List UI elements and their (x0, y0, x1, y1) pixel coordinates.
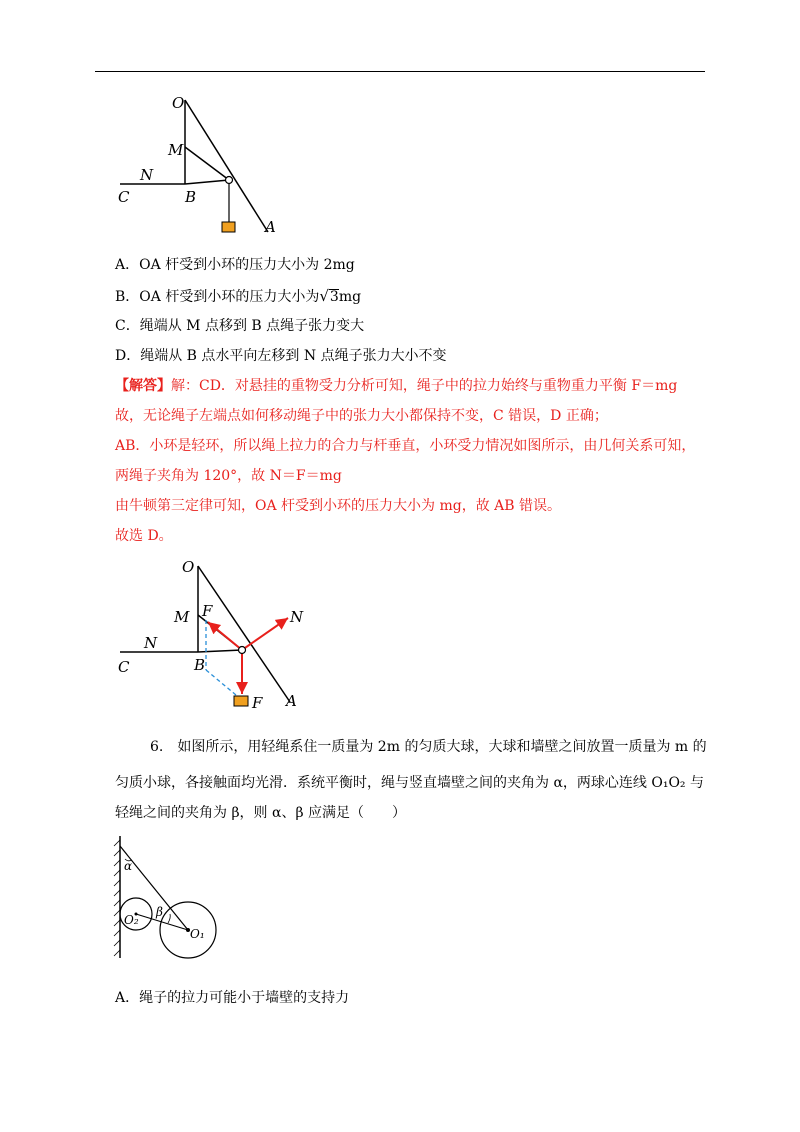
label2-A: A (286, 692, 297, 710)
question-6-line-3: 轻绳之间的夹角为 β，则 α、β 应满足（ ） (115, 805, 406, 821)
question-6-line-1: 6. 如图所示，用轻绳系住一质量为 2m 的匀质大球，大球和墙壁之间放置一质量为 m 的 (150, 739, 707, 755)
label-A: A (265, 218, 276, 236)
header-rule (95, 71, 705, 72)
label-O2: O₂ (124, 913, 139, 927)
option-b (115, 286, 361, 307)
label2-M: M (174, 608, 190, 626)
label2-F-top: F (202, 602, 213, 620)
label2-C: C (118, 658, 130, 676)
option-b-prefix: B．OA 杆受到小环的压力大小为 (115, 289, 320, 305)
label2-F-bottom: F (252, 694, 263, 712)
option-b-suffix: mg (338, 289, 362, 305)
figure-force-diagram (110, 552, 320, 717)
label-beta: β (156, 905, 163, 919)
option-b-sqrt-value: 3 (329, 289, 339, 305)
label-N: N (140, 166, 154, 184)
solution-line-3: AB．小环是轻环，所以绳上拉力的合力与杆垂直，小环受力情况如图所示，由几何关系可知， (115, 438, 696, 454)
label-O1: O₁ (190, 927, 205, 941)
question-6-option-a: A．绳子的拉力可能小于墙壁的支持力 (115, 990, 350, 1006)
solution-tag: 【解答】 (115, 378, 171, 394)
label-B: B (185, 188, 197, 206)
solution-line-2: 故，无论绳子左端点如何移动绳子中的张力大小都保持不变，C 错误，D 正确； (115, 408, 608, 424)
solution-line-6: 故选 D。 (115, 528, 173, 544)
option-c: C．绳端从 M 点移到 B 点绳子张力变大 (115, 318, 365, 334)
solution-line-5: 由牛顿第三定律可知，OA 杆受到小环的压力大小为 mg，故 AB 错误。 (115, 498, 562, 514)
solution-line-1-text: 解：CD．对悬挂的重物受力分析可知，绳子中的拉力始终与重物重力平衡 F＝mg (171, 378, 678, 394)
label2-N: N (144, 634, 158, 652)
label2-B: B (194, 656, 206, 674)
label-M: M (168, 141, 184, 159)
label2-N-force: N (290, 608, 304, 626)
label-alpha: α (124, 859, 133, 873)
option-d: D．绳端从 B 点水平向左移到 N 点绳子张力大小不变 (115, 348, 447, 364)
solution-line-4: 两绳子夹角为 120°，故 N＝F＝mg (115, 468, 342, 484)
option-a: A．OA 杆受到小环的压力大小为 2mg (115, 257, 355, 273)
solution-line-1 (115, 376, 677, 396)
question-6-line-2: 匀质小球，各接触面均光滑．系统平衡时，绳与竖直墙壁之间的夹角为 α，两球心连线 O₁O₂ 与 (115, 775, 704, 791)
figure-balls-wall (108, 828, 228, 963)
figure-rod-ring-1 (110, 92, 290, 242)
sqrt-sign: √ (319, 287, 329, 305)
label-C: C (118, 188, 130, 206)
label2-O: O (182, 558, 195, 576)
label-O: O (172, 94, 185, 112)
